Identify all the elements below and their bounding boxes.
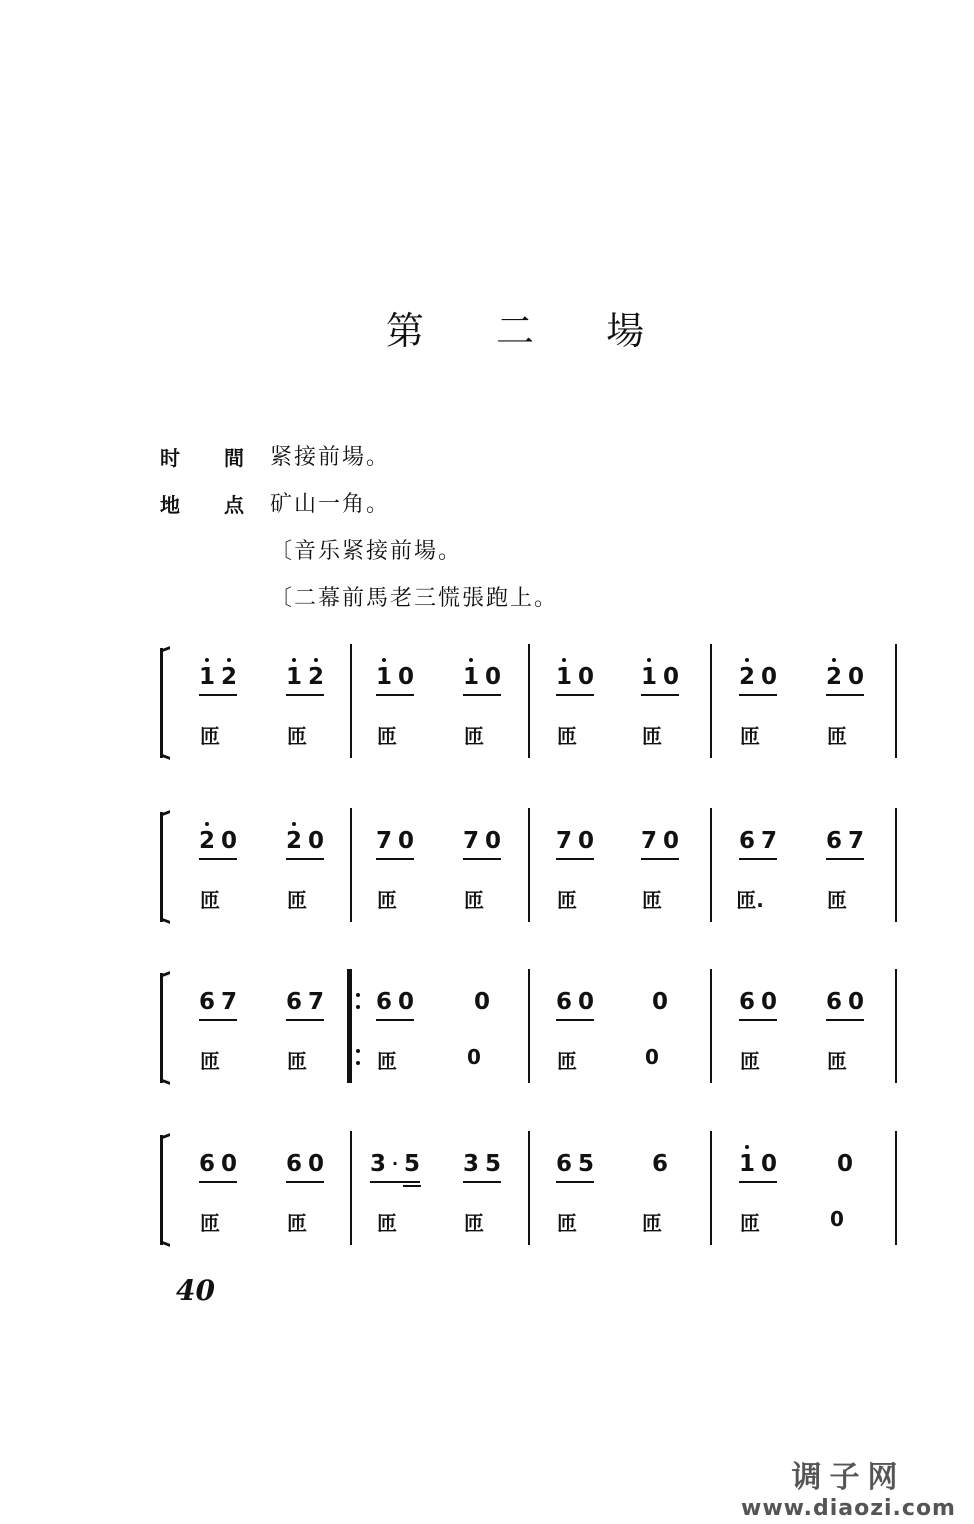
header-text: 紧接前場。: [270, 445, 391, 470]
percussion-note: 匝: [200, 724, 220, 748]
note-beat: [652, 1151, 668, 1181]
percussion-note: 匝: [287, 724, 307, 748]
note: 0: [485, 664, 502, 690]
note: 2: [221, 664, 238, 690]
percussion-note: 匝: [827, 1049, 847, 1073]
header-label-char: 时: [160, 446, 180, 470]
barline: [528, 969, 530, 1083]
note: 1: [198, 664, 215, 690]
score-system: [0, 973, 974, 1085]
note-beat: [463, 664, 501, 696]
watermark-name: 调子网: [791, 1460, 906, 1495]
system-bracket: [160, 812, 169, 922]
percussion-note: 匝: [377, 1049, 397, 1073]
header-label-char: 地: [160, 493, 180, 517]
note: 0: [473, 989, 491, 1015]
note: 2: [738, 664, 755, 690]
note-beat: [376, 828, 414, 860]
note: 0: [848, 664, 865, 690]
percussion-note: 匝: [287, 888, 307, 912]
note: 0: [663, 828, 680, 854]
percussion-note: 匝: [200, 1211, 220, 1235]
percussion-note: 匝: [642, 724, 662, 748]
percussion-note: 匝: [740, 1211, 760, 1235]
note-beat: [463, 1151, 501, 1183]
note: 3: [462, 1151, 479, 1177]
system-bracket: [160, 1135, 169, 1245]
note: 7: [555, 828, 572, 854]
note-beat: [739, 664, 777, 696]
note: 1: [375, 664, 392, 690]
note-beat: [826, 989, 864, 1021]
note: 7: [761, 828, 778, 854]
note: 6: [198, 1151, 215, 1177]
note: 1: [555, 664, 572, 690]
score-system: [0, 648, 974, 760]
barline: [528, 644, 530, 758]
note: 1: [462, 664, 479, 690]
note-beat: [286, 664, 324, 696]
barline: [528, 1131, 530, 1245]
percussion-note: 匝: [642, 888, 662, 912]
note-beat: [199, 989, 237, 1021]
percussion-note: 匝: [287, 1049, 307, 1073]
percussion-note: 匝: [557, 1049, 577, 1073]
note: 7: [848, 828, 865, 854]
note-beat: [286, 828, 324, 860]
header-text: 矿山一角。: [270, 492, 391, 517]
note-beat: [837, 1151, 853, 1181]
note: 0: [308, 828, 325, 854]
header-text: 〔音乐紧接前場。: [270, 539, 463, 564]
note-beat: [199, 828, 237, 860]
watermark-url[interactable]: www.diaozi.com: [741, 1496, 956, 1521]
note: 0: [651, 989, 669, 1015]
percussion-note: 匝: [557, 724, 577, 748]
note: 0: [221, 1151, 238, 1177]
note: 2: [308, 664, 325, 690]
note: 0: [485, 828, 502, 854]
note: 6: [375, 989, 392, 1015]
barline: [895, 969, 897, 1083]
note: 2: [198, 828, 215, 854]
barline: [710, 644, 712, 758]
note: 0: [761, 664, 778, 690]
percussion-note: 0: [830, 1207, 844, 1231]
repeat-start-barline: [347, 969, 351, 1083]
header-label: [160, 489, 244, 518]
note: 6: [825, 828, 842, 854]
score-system: [0, 812, 974, 924]
percussion-note: 匝: [557, 1211, 577, 1235]
note: 0: [398, 828, 415, 854]
note-beat: [286, 989, 324, 1021]
note-beat: [826, 664, 864, 696]
note: 2: [285, 828, 302, 854]
note: 2: [825, 664, 842, 690]
note: 1: [738, 1151, 755, 1177]
barline: [710, 969, 712, 1083]
percussion-note: 匝: [557, 888, 577, 912]
note-beat: [641, 664, 679, 696]
note: 0: [308, 1151, 325, 1177]
header-label-char: 間: [224, 446, 244, 470]
percussion-note: 匝: [287, 1211, 307, 1235]
note-beat: [641, 828, 679, 860]
note-beat: [376, 989, 414, 1021]
note-beat: [199, 664, 237, 696]
percussion-note: 匝: [740, 724, 760, 748]
watermark: [741, 1452, 956, 1521]
note: 5: [485, 1151, 502, 1177]
note: 6: [651, 1151, 669, 1177]
header-text: 〔二幕前馬老三慌張跑上。: [270, 586, 559, 611]
note: 6: [285, 1151, 302, 1177]
note-beat: [556, 664, 594, 696]
barline: [895, 1131, 897, 1245]
note: 6: [555, 989, 572, 1015]
note-beat: [474, 989, 490, 1019]
barline: [350, 808, 352, 922]
note: 3: [369, 1151, 386, 1177]
repeat-dot: [356, 993, 360, 997]
note: 0: [761, 1151, 778, 1177]
note-beat: [652, 989, 668, 1019]
repeat-dot: [356, 1049, 360, 1053]
header-label: [160, 442, 244, 471]
note-beat: [826, 828, 864, 860]
note-beat: [370, 1151, 420, 1183]
note: 0: [663, 664, 680, 690]
percussion-note: 匝: [377, 1211, 397, 1235]
percussion-note: 0: [645, 1045, 659, 1069]
note: 0: [578, 664, 595, 690]
note-beat: [556, 989, 594, 1021]
note: 0: [221, 828, 238, 854]
note: 6: [555, 1151, 572, 1177]
note: 0: [398, 989, 415, 1015]
note: 6: [825, 989, 842, 1015]
note: 0: [578, 828, 595, 854]
percussion-note: 匝: [642, 1211, 662, 1235]
note-beat: [376, 664, 414, 696]
percussion-note: 匝: [827, 888, 847, 912]
note-beat: [739, 1151, 777, 1183]
repeat-dot: [356, 1061, 360, 1065]
note: 5: [578, 1151, 595, 1177]
note: 7: [308, 989, 325, 1015]
note-beat: [286, 1151, 324, 1183]
percussion-note: 匝: [464, 724, 484, 748]
repeat-dot: [356, 1005, 360, 1009]
barline: [350, 1131, 352, 1245]
note: 0: [836, 1151, 854, 1177]
note: 6: [738, 989, 755, 1015]
note: 1: [640, 664, 657, 690]
barline: [895, 644, 897, 758]
note: 7: [462, 828, 479, 854]
barline: [350, 644, 352, 758]
system-bracket: [160, 648, 169, 758]
barline: [710, 808, 712, 922]
note-beat: [556, 828, 594, 860]
note: 7: [640, 828, 657, 854]
note: 0: [761, 989, 778, 1015]
percussion-note: 0: [467, 1045, 481, 1069]
note: 1: [285, 664, 302, 690]
augmentation-dot: ·: [391, 1154, 399, 1173]
note-beat: [739, 828, 777, 860]
note: 5: [404, 1151, 421, 1177]
note: 0: [398, 664, 415, 690]
percussion-note: 匝: [200, 1049, 220, 1073]
note-beat: [199, 1151, 237, 1183]
note: 7: [375, 828, 392, 854]
percussion-note: 匝.: [736, 888, 764, 912]
note: 0: [578, 989, 595, 1015]
percussion-note: 匝: [827, 724, 847, 748]
system-bracket: [160, 973, 169, 1083]
note: 7: [221, 989, 238, 1015]
note: 6: [198, 989, 215, 1015]
percussion-note: 匝: [377, 888, 397, 912]
percussion-note: 匝: [740, 1049, 760, 1073]
barline: [710, 1131, 712, 1245]
header-label-char: 点: [224, 493, 244, 517]
note-beat: [556, 1151, 594, 1183]
percussion-note: 匝: [464, 888, 484, 912]
percussion-note: 匝: [200, 888, 220, 912]
note: 6: [285, 989, 302, 1015]
barline: [528, 808, 530, 922]
note: 6: [738, 828, 755, 854]
note-beat: [463, 828, 501, 860]
percussion-note: 匝: [377, 724, 397, 748]
page-number: 40: [176, 1274, 215, 1307]
percussion-note: 匝: [464, 1211, 484, 1235]
barline: [895, 808, 897, 922]
note: 0: [848, 989, 865, 1015]
scene-title: 第 二 場: [385, 309, 675, 353]
score-system: [0, 1135, 974, 1247]
note-beat: [739, 989, 777, 1021]
